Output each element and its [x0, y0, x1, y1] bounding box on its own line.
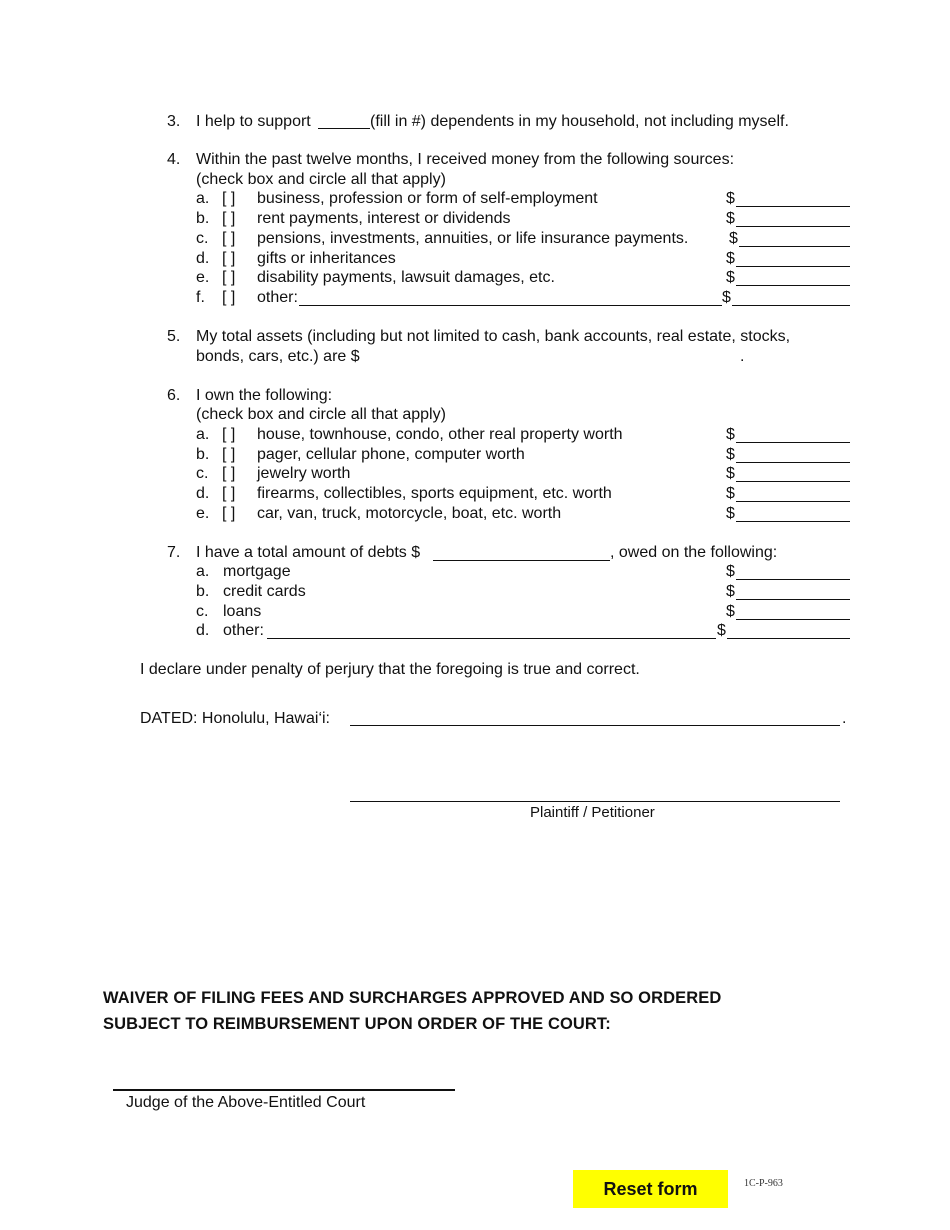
checkbox-other[interactable]: [ ] — [222, 289, 236, 306]
row-label: loans — [223, 603, 262, 620]
row-letter: e. — [196, 269, 210, 286]
row-letter: a. — [196, 426, 210, 443]
amount-house-field[interactable] — [736, 442, 850, 443]
judge-signature-line — [113, 1089, 455, 1091]
dollar-sign: $ — [726, 465, 735, 482]
amount-disability-field[interactable] — [736, 285, 850, 286]
row-label: house, townhouse, condo, other real property worth — [257, 426, 623, 443]
dependents-count-field[interactable] — [318, 128, 370, 129]
row-label: jewelry worth — [257, 465, 351, 482]
item5-line1: My total assets (including but not limited to cash, bank accounts, real estate, stocks, — [196, 328, 791, 345]
dollar-sign: $ — [726, 583, 735, 600]
other-source-field[interactable] — [299, 305, 722, 306]
row-label: other: — [257, 289, 298, 306]
row-label: mortgage — [223, 563, 291, 580]
waiver-line-2: SUBJECT TO REIMBURSEMENT UPON ORDER OF THE COURT: — [103, 1015, 611, 1033]
item3-text-start: I help to support — [196, 113, 311, 130]
row-label: rent payments, interest or dividends — [257, 210, 511, 227]
dollar-sign: $ — [726, 250, 735, 267]
amount-other-debt-field[interactable] — [727, 638, 850, 639]
waiver-line-1: WAIVER OF FILING FEES AND SURCHARGES APPROVED AND SO ORDERED — [103, 989, 722, 1007]
amount-credit-cards-field[interactable] — [736, 599, 850, 600]
row-letter: d. — [196, 622, 210, 639]
checkbox-vehicle[interactable]: [ ] — [222, 505, 236, 522]
item7-text-end: , owed on the following: — [610, 544, 778, 561]
declaration-text: I declare under penalty of perjury that the foregoing is true and correct. — [140, 661, 640, 678]
dollar-sign: $ — [726, 269, 735, 286]
row-letter: f. — [196, 289, 205, 306]
dollar-sign: $ — [726, 190, 735, 207]
item3-number: 3. — [167, 113, 181, 130]
amount-vehicle-field[interactable] — [736, 521, 850, 522]
item3-text-end: (fill in #) dependents in my household, not including myself. — [370, 113, 789, 130]
row-label: pensions, investments, annuities, or life insurance payments. — [257, 230, 689, 247]
row-letter: d. — [196, 485, 210, 502]
amount-gifts-field[interactable] — [736, 266, 850, 267]
item5-number: 5. — [167, 328, 181, 345]
row-label: business, profession or form of self-employment — [257, 190, 598, 207]
other-debt-field[interactable] — [267, 638, 716, 639]
checkbox-firearms[interactable]: [ ] — [222, 485, 236, 502]
checkbox-jewelry[interactable]: [ ] — [222, 465, 236, 482]
checkbox-rent[interactable]: [ ] — [222, 210, 236, 227]
row-label: firearms, collectibles, sports equipment, etc. worth — [257, 485, 612, 502]
row-letter: d. — [196, 250, 210, 267]
checkbox-house[interactable]: [ ] — [222, 426, 236, 443]
form-code: 1C-P-963 — [744, 1178, 783, 1189]
dollar-sign: $ — [726, 446, 735, 463]
item4-text: Within the past twelve months, I received money from the following sources: — [196, 151, 735, 168]
amount-other-field[interactable] — [732, 305, 850, 306]
amount-firearms-field[interactable] — [736, 501, 850, 502]
dollar-sign: $ — [726, 505, 735, 522]
row-letter: e. — [196, 505, 210, 522]
checkbox-pensions[interactable]: [ ] — [222, 230, 236, 247]
row-letter: a. — [196, 190, 210, 207]
row-letter: b. — [196, 583, 210, 600]
row-label: car, van, truck, motorcycle, boat, etc. worth — [257, 505, 562, 522]
item7-number: 7. — [167, 544, 181, 561]
dollar-sign: $ — [729, 230, 738, 247]
dated-label: DATED: Honolulu, Hawai‘i: — [140, 710, 330, 727]
item6-note: (check box and circle all that apply) — [196, 406, 446, 423]
dollar-sign: $ — [726, 563, 735, 580]
item6-number: 6. — [167, 387, 181, 404]
dated-field[interactable] — [350, 725, 840, 726]
judge-caption: Judge of the Above-Entitled Court — [126, 1094, 366, 1111]
item4-number: 4. — [167, 151, 181, 168]
row-letter: a. — [196, 563, 210, 580]
row-label: pager, cellular phone, computer worth — [257, 446, 525, 463]
checkbox-pager[interactable]: [ ] — [222, 446, 236, 463]
checkbox-business[interactable]: [ ] — [222, 190, 236, 207]
amount-loans-field[interactable] — [736, 619, 850, 620]
row-letter: c. — [196, 603, 209, 620]
row-label: disability payments, lawsuit damages, etc. — [257, 269, 555, 286]
dollar-sign: $ — [726, 485, 735, 502]
plaintiff-caption: Plaintiff / Petitioner — [530, 804, 655, 821]
item5-line2: bonds, cars, etc.) are $ — [196, 348, 360, 365]
dollar-sign: $ — [722, 289, 731, 306]
dollar-sign: $ — [717, 622, 726, 639]
item6-text: I own the following: — [196, 387, 333, 404]
row-letter: b. — [196, 210, 210, 227]
dollar-sign: $ — [726, 426, 735, 443]
row-letter: c. — [196, 465, 209, 482]
item7-text-start: I have a total amount of debts $ — [196, 544, 421, 561]
amount-rent-field[interactable] — [736, 226, 850, 227]
row-label: credit cards — [223, 583, 306, 600]
total-debts-field[interactable] — [433, 560, 610, 561]
row-letter: b. — [196, 446, 210, 463]
item4-note: (check box and circle all that apply) — [196, 171, 446, 188]
checkbox-disability[interactable]: [ ] — [222, 269, 236, 286]
amount-mortgage-field[interactable] — [736, 579, 850, 580]
total-assets-field[interactable] — [372, 345, 738, 367]
item5-period: . — [740, 348, 745, 365]
amount-pensions-field[interactable] — [739, 246, 850, 247]
row-letter: c. — [196, 230, 209, 247]
reset-form-button[interactable]: Reset form — [573, 1170, 728, 1208]
dated-period: . — [842, 710, 847, 727]
amount-business-field[interactable] — [736, 206, 850, 207]
amount-jewelry-field[interactable] — [736, 481, 850, 482]
plaintiff-signature-line — [350, 801, 840, 802]
dollar-sign: $ — [726, 210, 735, 227]
row-label: gifts or inheritances — [257, 250, 396, 267]
amount-pager-field[interactable] — [736, 462, 850, 463]
row-label: other: — [223, 622, 264, 639]
checkbox-gifts[interactable]: [ ] — [222, 250, 236, 267]
dollar-sign: $ — [726, 603, 735, 620]
